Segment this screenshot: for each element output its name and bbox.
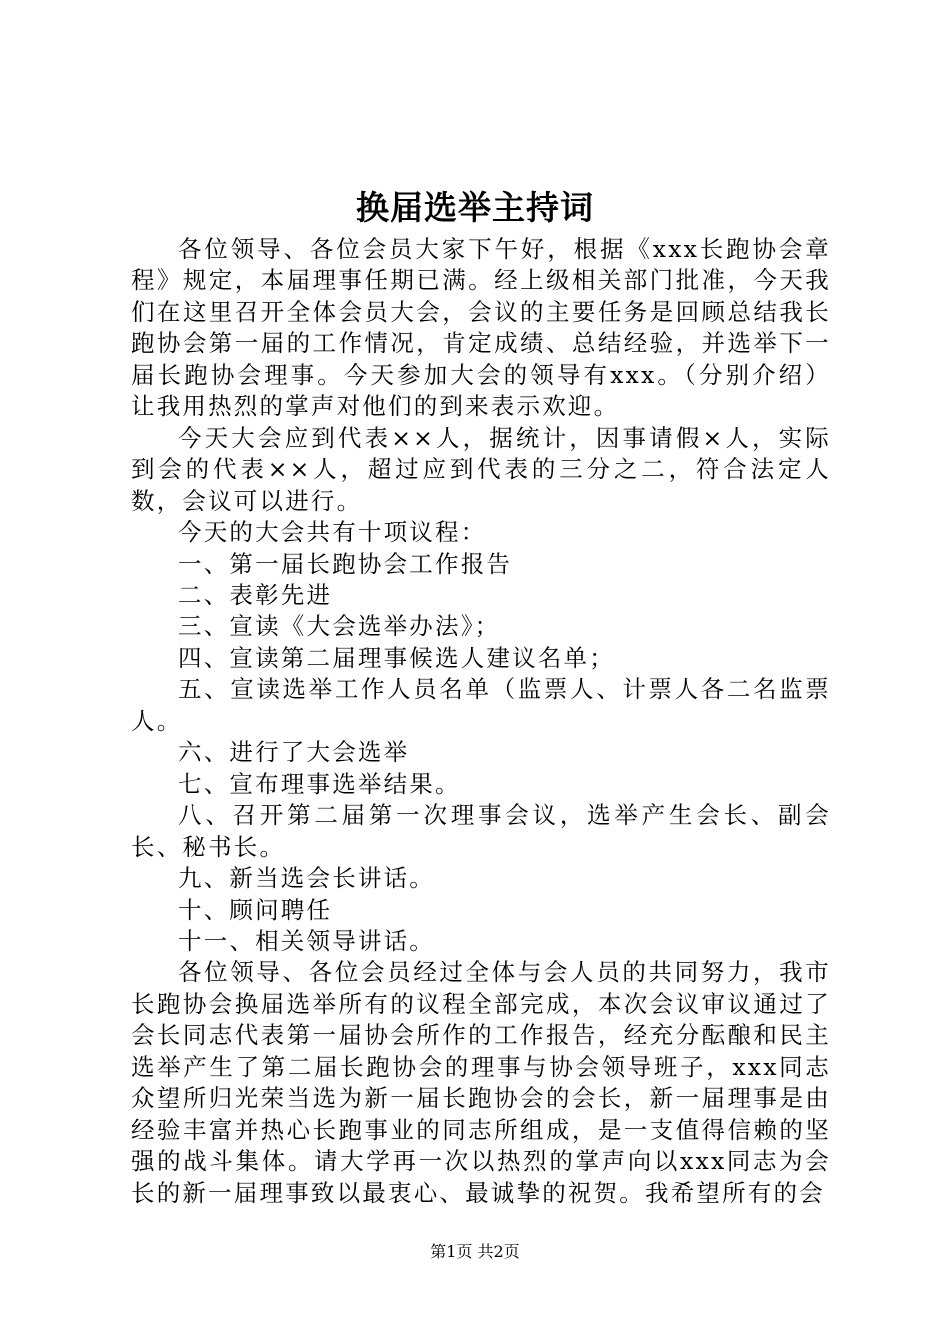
agenda-item-5: 五、宣读选举工作人员名单（监票人、计票人各二名监票人。 <box>131 675 831 735</box>
agenda-item-7: 七、宣布理事选举结果。 <box>178 769 461 798</box>
agenda-item-1: 一、第一届长跑协会工作报告 <box>178 549 513 578</box>
page-footer: 第1页 共2页 <box>430 1242 520 1261</box>
agenda-item-8: 八、召开第二届第一次理事会议，选举产生会长、副会长、秘书长。 <box>131 801 831 861</box>
agenda-item-6: 六、进行了大会选举 <box>178 738 410 767</box>
agenda-item-11: 十一、相关领导讲话。 <box>178 926 435 955</box>
document-body <box>131 234 831 1209</box>
paragraph-opening: 各位领导、各位会员大家下午好，根据《xxx长跑协会章程》规定，本届理事任期已满。经上级相关部门批准，今天我们在这里召开全体会员大会，会议的主要任务是回顾总结我长跑协会第一届的工作情况，肯定成绩、总结经验，并选举下一届长跑协会理事。今天参加大会的领导有xxx。（分别介绍）让我用热烈的掌声对他们的到来表示欢迎。 <box>131 235 831 421</box>
agenda-item-10: 十、顾问聘任 <box>178 895 333 924</box>
paragraph-attendance: 今天大会应到代表××人，据统计，因事请假×人，实际到会的代表××人，超过应到代表的三分之二，符合法定人数，会议可以进行。 <box>131 423 831 515</box>
agenda-item-4: 四、宣读第二届理事候选人建议名单； <box>178 643 615 672</box>
paragraph-agenda-intro: 今天的大会共有十项议程： <box>178 518 487 547</box>
agenda-item-9: 九、新当选会长讲话。 <box>178 864 435 893</box>
agenda-item-2: 二、表彰先进 <box>178 580 333 609</box>
paragraph-closing: 各位领导、各位会员经过全体与会人员的共同努力，我市长跑协会换届选举所有的议程全部完成，本次会议审议通过了会长同志代表第一届协会所作的工作报告，经充分酝酿和民主选举产生了第二届长跑协会的理事与协会领导班子，xxx同志众望所归光荣当选为新一届长跑协会的会长，新一届理事是由经验丰富并热心长跑事业的同志所组成，是一支值得信赖的坚强的战斗集体。请大学再一次以热烈的掌声向以xxx同志为会长的新一届理事致以最衷心、最诚挚的祝贺。我希望所有的会 <box>131 958 831 1207</box>
document-title: 换届选举主持词 <box>356 188 594 227</box>
agenda-item-3: 三、宣读《大会选举办法》； <box>178 612 501 641</box>
